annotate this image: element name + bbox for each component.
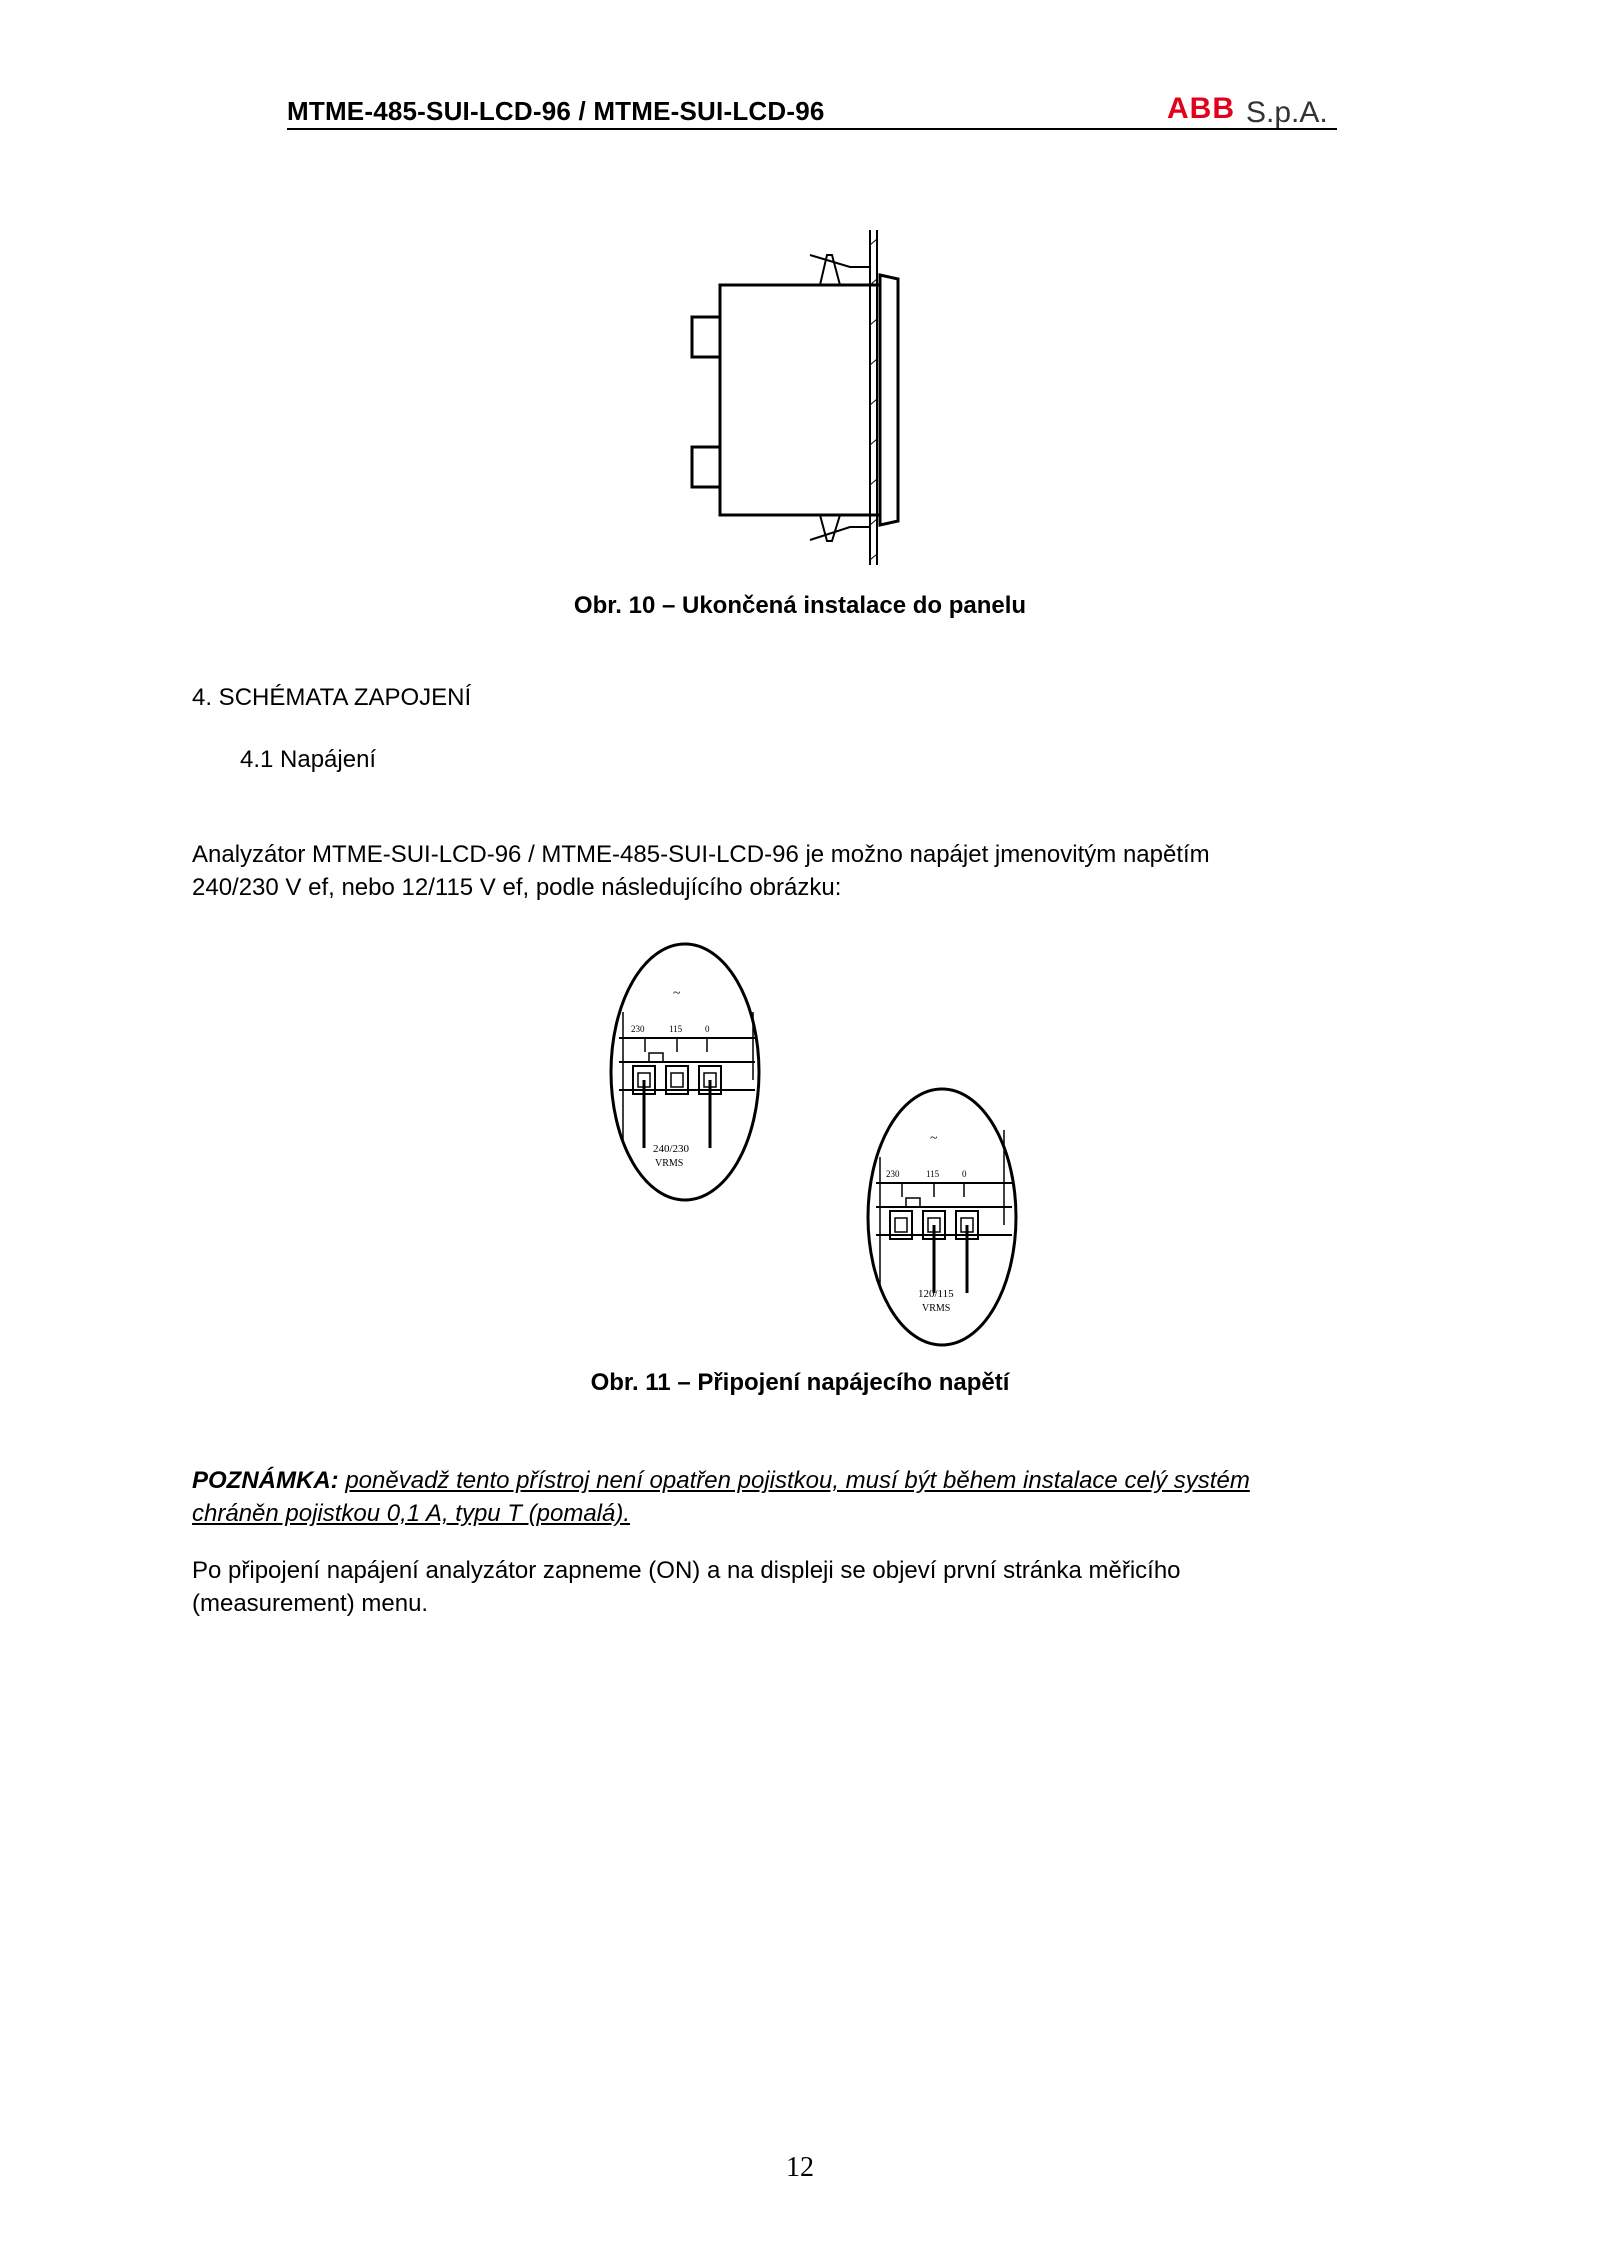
rear-connector-bottom xyxy=(692,447,720,487)
figure-10-caption: Obr. 10 – Ukončená instalace do panelu xyxy=(573,592,1027,619)
panel-installation-diagram xyxy=(680,225,920,570)
note-text: poněvadž tento přístroj není opatřen pojistkou, musí být během instalace celý systém xyxy=(345,1467,1250,1494)
subsection-heading: 4.1 Napájení xyxy=(240,746,377,773)
terminal-label: 230 xyxy=(631,1024,645,1034)
power-on-paragraph-line: (measurement) menu. xyxy=(192,1590,429,1617)
power-on-paragraph xyxy=(192,1554,1412,1620)
terminal-label: 115 xyxy=(926,1169,940,1179)
terminal-label: 115 xyxy=(669,1024,683,1034)
abb-logo: ABB xyxy=(1167,92,1235,125)
intro-paragraph-line: 240/230 V ef, nebo 12/115 V ef, podle následujícího obrázku: xyxy=(192,874,842,901)
note-text: chráněn pojistkou 0,1 A, typu T (pomalá). xyxy=(192,1500,630,1527)
note-line xyxy=(192,1464,1422,1497)
rear-connector-top xyxy=(692,317,720,357)
intro-paragraph-line: Analyzátor MTME-SUI-LCD-96 / MTME-485-SUI-LCD-96 je možno napájet jmenovitým napětím xyxy=(192,841,1210,868)
voltage-label: 120/115 xyxy=(918,1288,954,1300)
note-block xyxy=(192,1464,1422,1530)
intro-paragraph xyxy=(192,838,1412,904)
voltage-label: 240/230 xyxy=(653,1143,690,1155)
company-name: S.p.A. xyxy=(1246,96,1328,129)
power-connection-left xyxy=(605,940,765,1205)
clamp-bottom xyxy=(820,515,840,541)
device-body xyxy=(720,285,880,515)
ac-symbol: ~ xyxy=(673,986,681,1001)
voltage-unit: VRMS xyxy=(655,1158,684,1169)
front-bezel xyxy=(880,275,898,525)
note-line xyxy=(192,1497,1422,1530)
header-rule xyxy=(287,128,1337,130)
figure-11-caption: Obr. 11 – Připojení napájecího napětí xyxy=(590,1369,1010,1396)
section-heading: 4. SCHÉMATA ZAPOJENÍ xyxy=(192,684,472,711)
terminal-label: 0 xyxy=(705,1024,710,1034)
ac-symbol: ~ xyxy=(930,1131,938,1146)
power-connection-right xyxy=(862,1085,1022,1350)
voltage-unit: VRMS xyxy=(922,1303,951,1314)
terminal-label: 230 xyxy=(886,1169,900,1179)
page-number: 12 xyxy=(786,2152,814,2183)
terminal-label: 0 xyxy=(962,1169,967,1179)
note-label: POZNÁMKA: xyxy=(192,1467,339,1494)
power-on-paragraph-line: Po připojení napájení analyzátor zapneme (ON) a na displeji se objeví první stránka měřicího xyxy=(192,1557,1181,1584)
header-title: MTME-485-SUI-LCD-96 / MTME-SUI-LCD-96 xyxy=(287,96,825,126)
